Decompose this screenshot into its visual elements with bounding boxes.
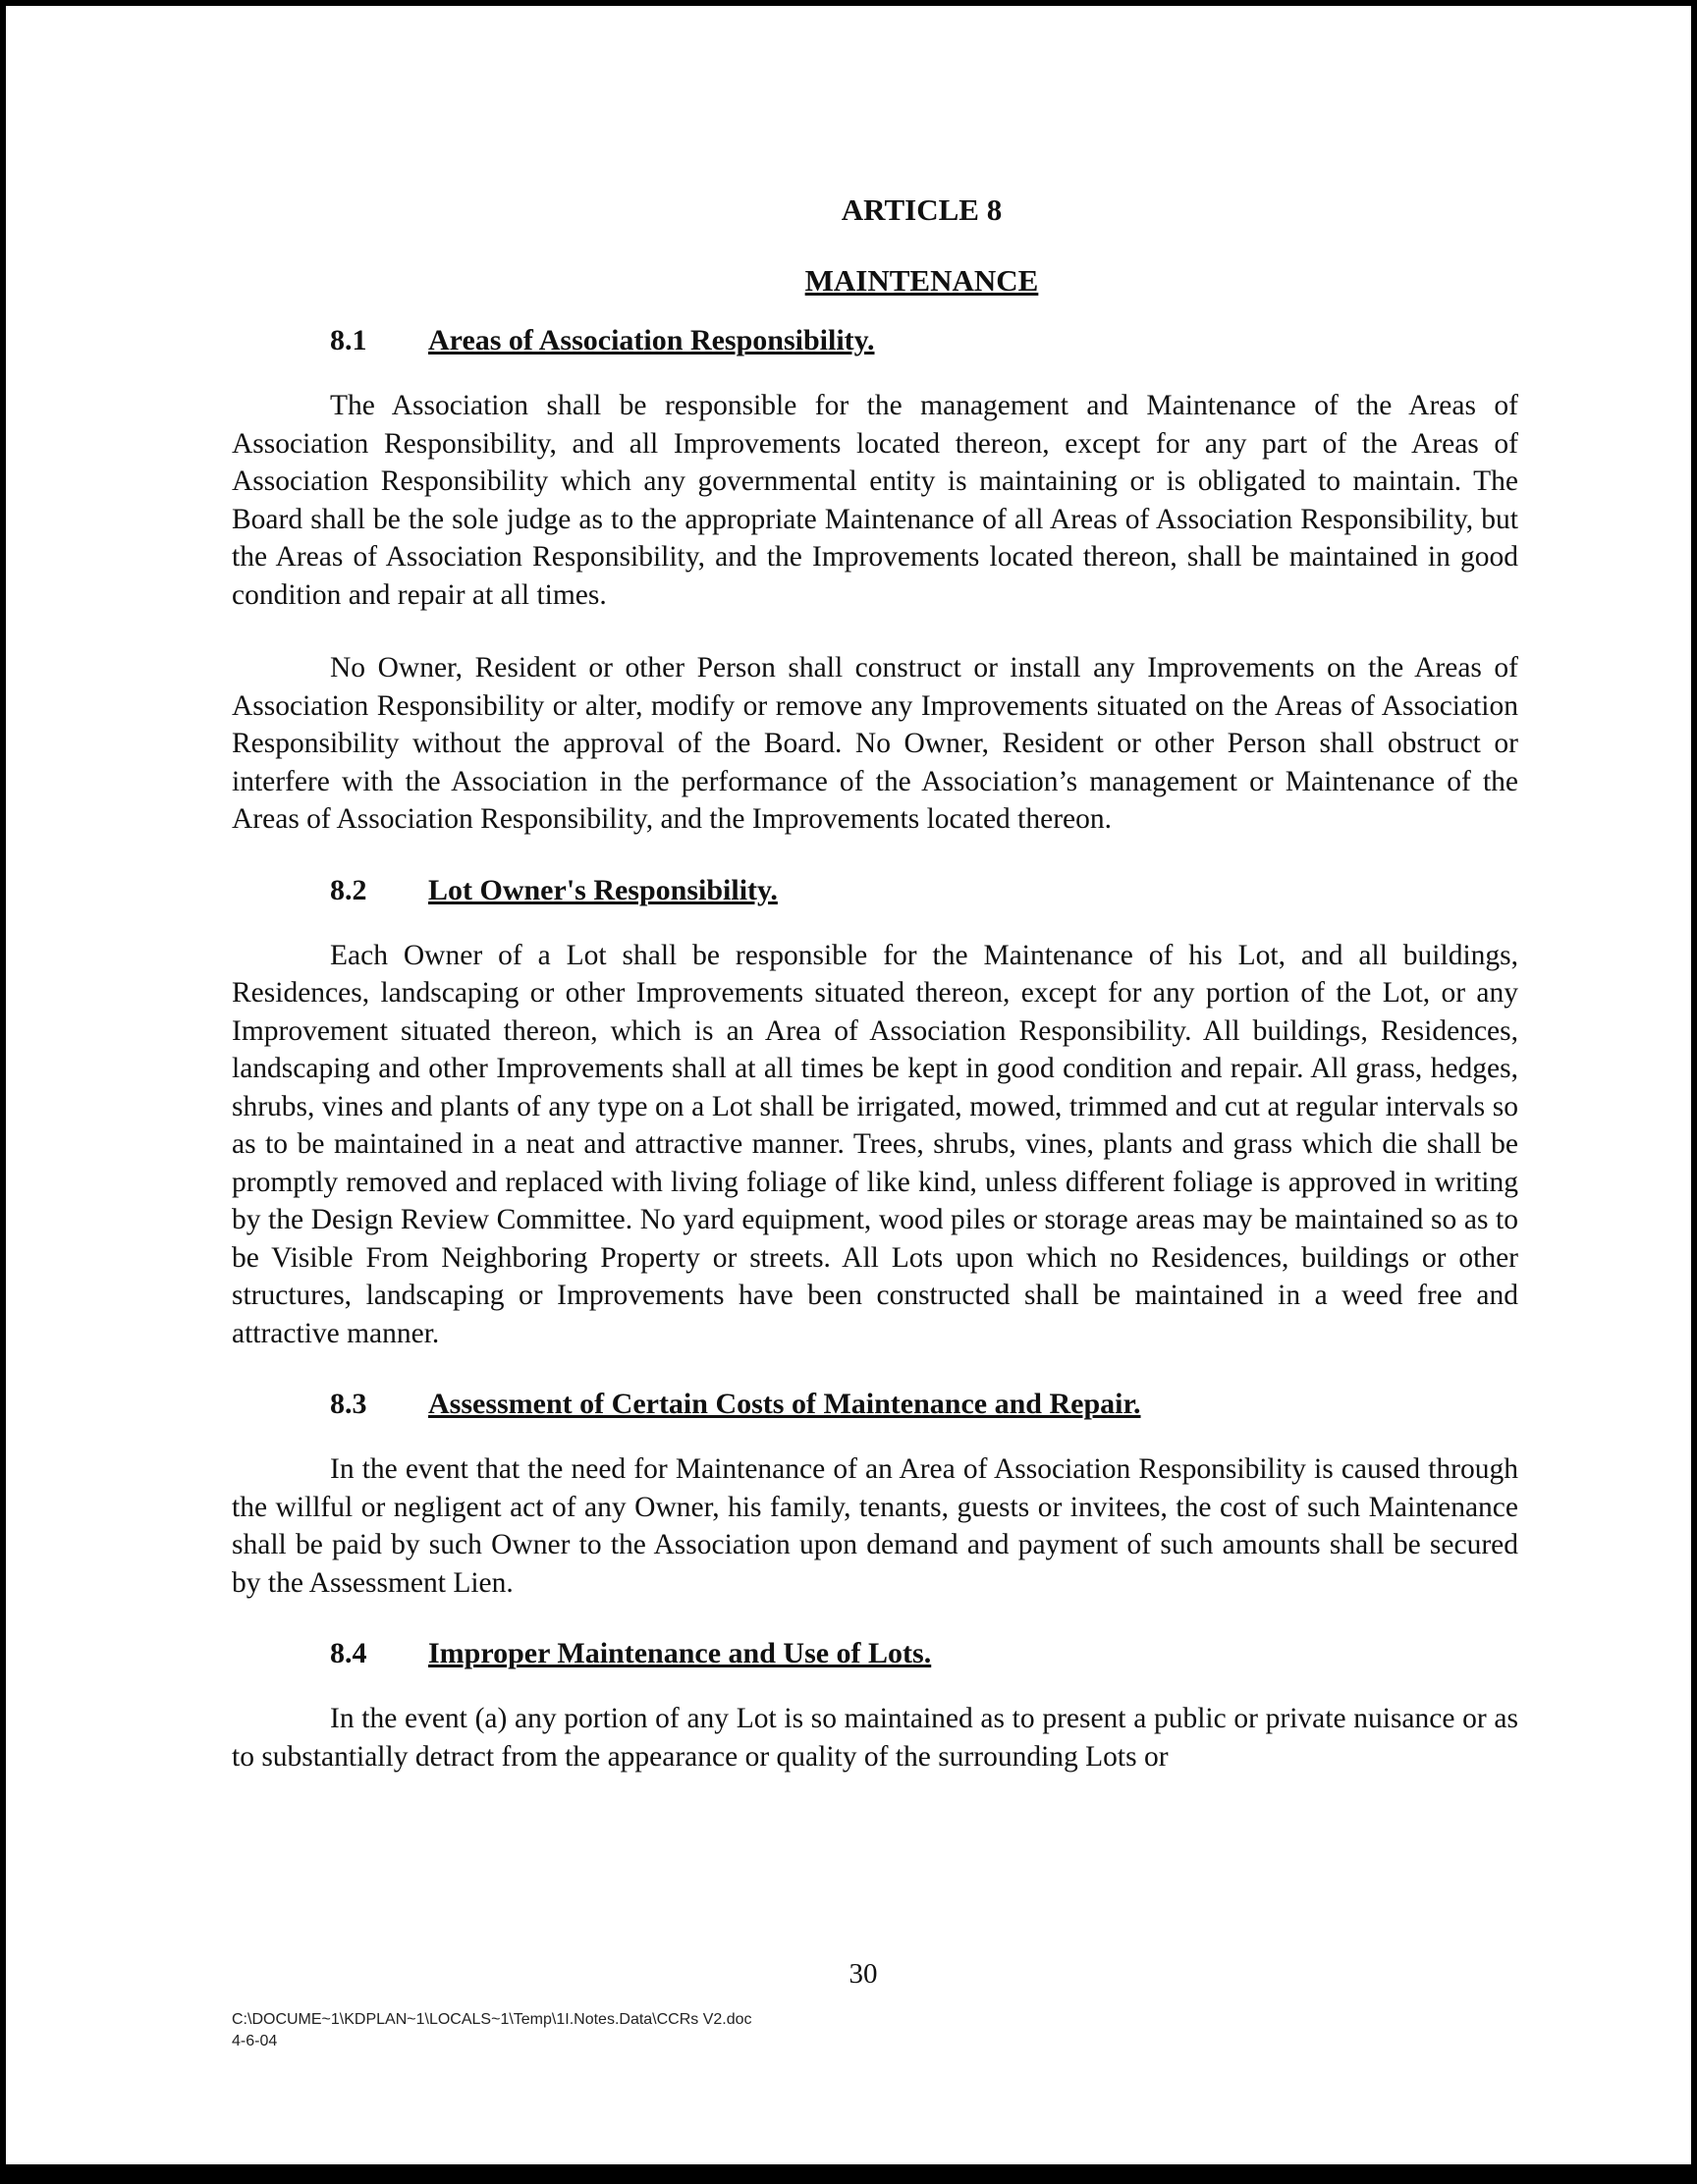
paragraph: In the event (a) any portion of any Lot is so maintained as to present a public or private nuisance or as to substantially detract from the appearance or quality of the surrounding Lots or [232,1703,1518,1773]
section-number: 8.4 [330,1637,367,1669]
section-title: Improper Maintenance and Use of Lots. [428,1637,932,1669]
section-title: Areas of Association Responsibility. [428,324,875,356]
section-number: 8.1 [330,324,367,356]
section-number: 8.3 [330,1388,367,1420]
section-heading-8-2 [232,874,1518,907]
section-number: 8.2 [330,873,367,906]
paragraph: In the event that the need for Maintenance of an Area of Association Responsibility is caused through the willful or negligent act of any Owner, his family, tenants, guests or invitees, the cost of such Maintenance shall be paid by such Owner to the Association upon demand and payment of such amounts shall be secured by the Assessment Lien. [232,1453,1518,1599]
section-heading-8-4 [232,1637,1518,1670]
page-number: 30 [848,1958,878,1990]
section-title: Assessment of Certain Costs of Maintenance and Repair. [428,1388,1141,1420]
paragraph: Each Owner of a Lot shall be responsible for the Maintenance of his Lot, and all buildings, Residences, landscaping or other Improvements situated thereon, except for any portion of the Lot, or any Improvement situated thereon, which is an Area of Association Responsibility. All buildings, Residences, landscaping and other Improvements shall at all times be kept in good condition and repair. All grass, hedges, shrubs, vines and plants of any type on a Lot shall be irrigated, mowed, trimmed and cut at regular intervals so as to be maintained in a neat and attractive manner. Trees, shrubs, vines, plants and grass which die shall be promptly removed and replaced with living foliage of like kind, unless different foliage is approved in writing by the Design Review Committee. No yard equipment, wood piles or storage areas may be maintained so as to be Visible From Neighboring Property or streets. All Lots upon which no Residences, buildings or other structures, landscaping or Improvements have been constructed shall be maintained in a weed free and attractive manner. [232,939,1518,1349]
document-page [6,6,1691,2164]
footer-date: 4-6-04 [232,2033,278,2049]
footer-file-path: C:\DOCUME~1\KDPLAN~1\LOCALS~1\Temp\1I.Notes.Data\CCRs V2.doc [232,2011,752,2028]
paragraph: No Owner, Resident or other Person shall construct or install any Improvements on the Areas of Association Responsibility or alter, modify or remove any Improvements situated on the Areas of Association Responsibility without the approval of the Board. No Owner, Resident or other Person shall obstruct or interfere with the Association in the performance of the Association’s management or Maintenance of the Areas of Association Responsibility, and the Improvements located thereon. [232,652,1518,835]
section-heading-8-1 [232,324,1518,357]
section-heading-8-3 [232,1388,1518,1421]
paragraph: The Association shall be responsible for the management and Maintenance of the Areas of Association Responsibility, and all Improvements located thereon, except for any part of the Areas of Association Responsibility which any governmental entity is maintaining or is obligated to maintain. The Board shall be the sole judge as to the appropriate Maintenance of all Areas of Association Responsibility, but the Areas of Association Responsibility, and the Improvements located thereon, shall be maintained in good condition and repair at all times. [232,390,1518,611]
document-content [232,192,1518,1811]
article-subtitle: MAINTENANCE [804,263,1039,298]
document-footer [232,2009,752,2052]
article-title: ARTICLE 8 [841,192,1003,227]
section-title: Lot Owner's Responsibility. [428,873,778,906]
